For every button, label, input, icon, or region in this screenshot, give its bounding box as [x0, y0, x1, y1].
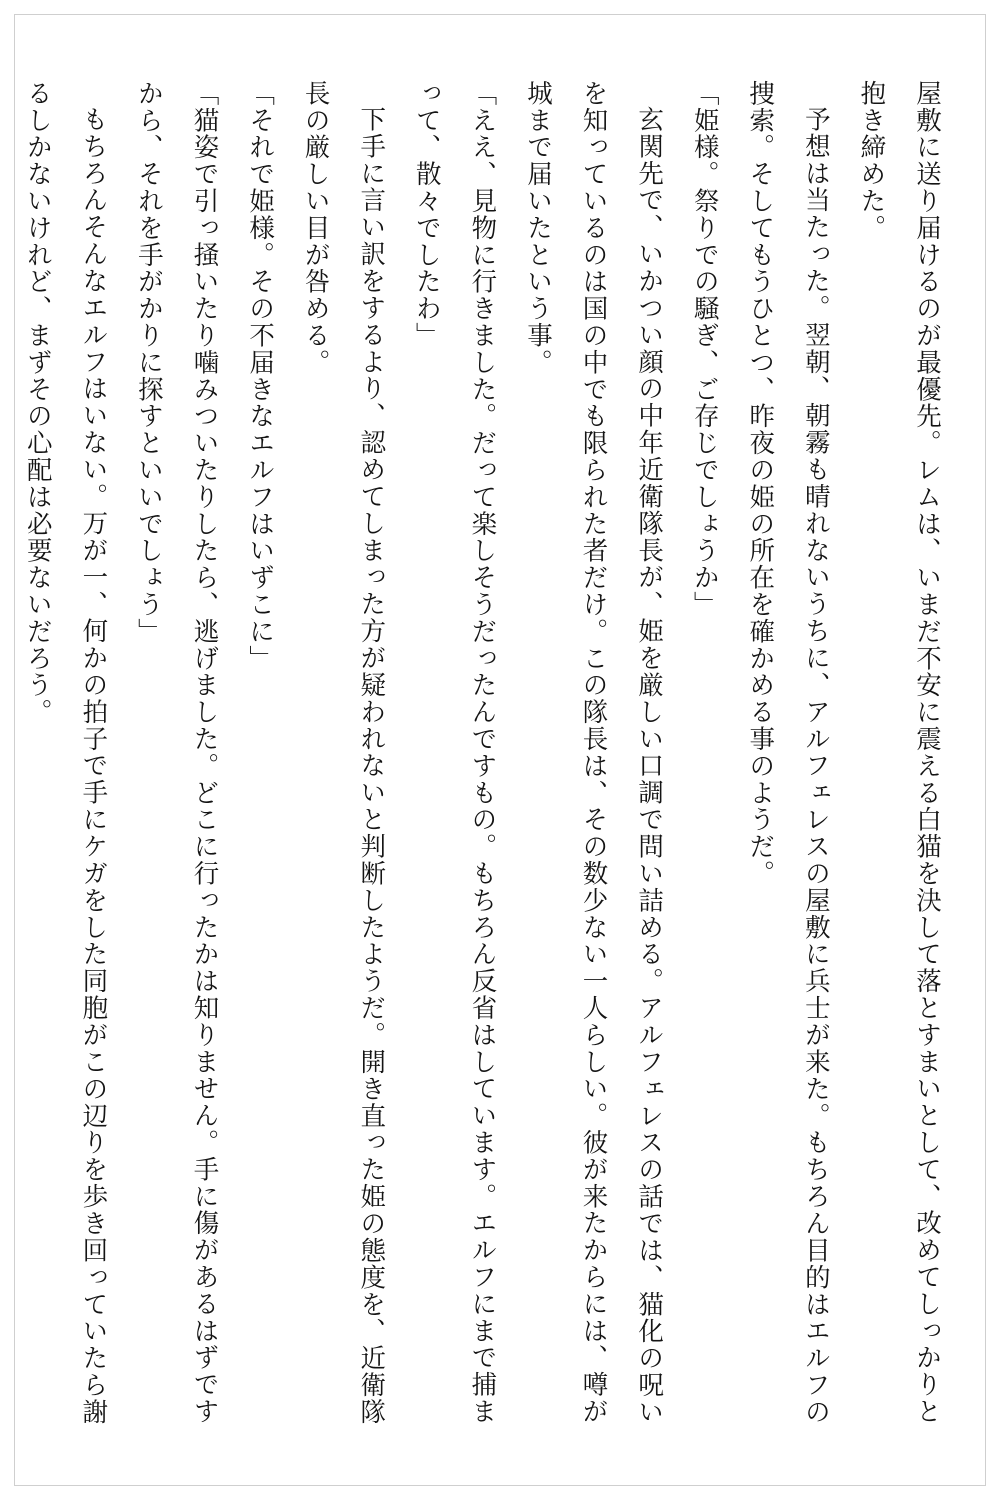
novel-text-body: [22, 80, 954, 1425]
paragraph: もちろんそんなエルフはいない。万が一、何かの拍子で手にケガをした同胞がこの辺りを歩き回っていたら謝るしかないけれど、まずその心配は必要ないだろう。: [22, 80, 109, 1425]
paragraph: 「ええ、見物に行きました。だって楽しそうだったんですもの。もちろん反省はしています。エルフにまで捕まって、散々でしたわ」: [411, 80, 498, 1425]
paragraph: 「猫姿で引っ掻いたり噛みついたりしたら、逃げました。どこに行ったかは知りません。手に傷があるはずですから、それを手がかりに探すといいでしょう」: [133, 80, 220, 1425]
paragraph: 屋敷に送り届けるのが最優先。レムは、いまだ不安に震える白猫を決して落とすまいとして、改めてしっかりと抱き締めた。: [856, 80, 942, 1425]
paragraph: 玄関先で、いかつい顔の中年近衛隊長が、姫を厳しい口調で問い詰める。アルフェレスの話では、猫化の呪いを知っているのは国の中でも限られた者だけ。この隊長は、その数少ない一人らしい。彼が来たからには、噂が城まで届いたという事。: [522, 80, 665, 1425]
paragraph: 下手に言い訳をするより、認めてしまった方が疑われないと判断したようだ。開き直った姫の態度を、近衛隊長の厳しい目が咎める。: [300, 80, 387, 1425]
paragraph: 「姫様。祭りでの騒ぎ、ご存じでしょうか」: [689, 80, 720, 618]
paragraph: 予想は当たった。翌朝、朝霧も晴れないうちに、アルフェレスの屋敷に兵士が来た。もちろん目的はエルフの捜索。そしてもうひとつ、昨夜の姫の所在を確かめる事のようだ。: [745, 80, 831, 1425]
paragraph: 「それで姫様。その不届きなエルフはいずこに」: [245, 80, 276, 672]
